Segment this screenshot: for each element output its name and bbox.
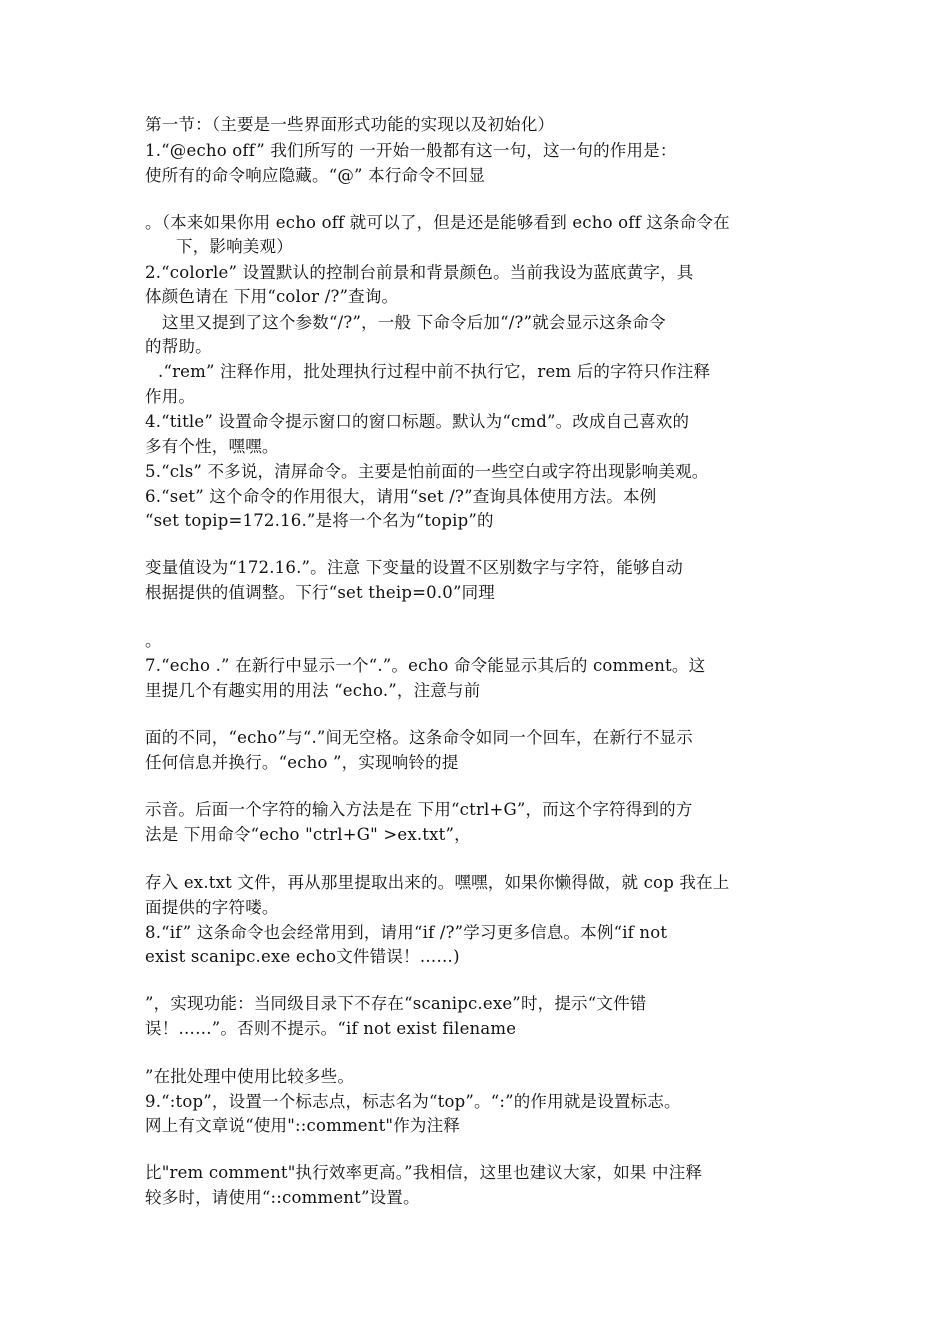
text-line: ”，实现功能：当同级目录下不存在“scanipc.exe”时，提示“文件错 [145, 994, 647, 1013]
text-line: 里提几个有趣实用的用法 “echo.”，注意与前 [145, 681, 481, 700]
text-line: 6.“set” 这个命令的作用很大，请用“set /?”查询具体使用方法。本例 [145, 487, 657, 506]
text-line: 。 [145, 631, 162, 650]
text-line: 1.“@echo off” 我们所写的 一开始一般都有这一句，这一句的作用是： [145, 141, 677, 160]
text-line: 使所有的命令响应隐藏。“@” 本行命令不回显 [145, 166, 486, 185]
text-line: 面提供的字符喽。 [145, 898, 279, 917]
text-line: 8.“if” 这条命令也会经常用到，请用“if /?”学习更多信息。本例“if not [145, 923, 668, 942]
text-line: 变量值设为“172.16.”。注意 下变量的设置不区别数字与字符，能够自动 [145, 558, 683, 577]
text-line: 2.“colorle” 设置默认的控制台前景和背景颜色。当前我设为蓝底黄字，具 [145, 263, 694, 282]
text-line: 根据提供的值调整。下行“set theip=0.0”同理 [145, 583, 496, 602]
text-line: .“rem” 注释作用，批处理执行过程中前不执行它，rem 后的字符只作注释 [158, 362, 711, 381]
text-line: 第一节：（主要是一些界面形式功能的实现以及初始化） [145, 115, 555, 134]
text-line: ”在批处理中使用比较多些。 [145, 1067, 355, 1086]
text-line: 下，影响美观） [176, 237, 293, 256]
text-line: 4.“title” 设置命令提示窗口的窗口标题。默认为“cmd”。改成自己喜欢的 [145, 412, 690, 431]
text-line: 存入 ex.txt 文件，再从那里提取出来的。嘿嘿，如果你懒得做，就 cop 我在上 [145, 873, 730, 892]
text-line: 网上有文章说“使用"::comment"作为注释 [145, 1116, 461, 1135]
text-line: 5.“cls” 不多说，清屏命令。主要是怕前面的一些空白或字符出现影响美观。 [145, 462, 709, 481]
text-line: 体颜色请在 下用“color /?”查询。 [145, 287, 399, 306]
text-line: 这里又提到了这个参数“/?”，一般 下命令后加“/?”就会显示这条命令 [162, 313, 666, 332]
text-line: 的帮助。 [145, 337, 212, 356]
text-line: 比"rem comment"执行效率更高。”我相信，这里也建议大家，如果 中注释 [145, 1163, 703, 1182]
text-line: 面的不同，“echo”与“.”间无空格。这条命令如同一个回车，在新行不显示 [145, 728, 693, 747]
text-line: 9.“:top”，设置一个标志点，标志名为“top”。“:”的作用就是设置标志。 [145, 1092, 681, 1111]
text-line: exist scanipc.exe echo文件错误！……) [145, 947, 460, 966]
text-line: 7.“echo .” 在新行中显示一个“.”。echo 命令能显示其后的 comment。这 [145, 656, 706, 675]
text-line: 作用。 [145, 387, 196, 406]
text-line: 较多时，请使用“::comment”设置。 [145, 1188, 420, 1207]
text-line: 示音。后面一个字符的输入方法是在 下用“ctrl+G”，而这个字符得到的方 [145, 800, 693, 819]
text-line: 。（本来如果你用 echo off 就可以了，但是还是能够看到 echo off 这条命令在 [145, 213, 730, 232]
text-line: 法是 下用命令“echo "ctrl+G" >ex.txt”， [145, 825, 471, 844]
text-line: “set topip=172.16.”是将一个名为“topip”的 [145, 511, 494, 530]
text-line: 多有个性，嘿嘿。 [145, 437, 279, 456]
text-line: 任何信息并换行。“echo ”，实现响铃的提 [145, 753, 459, 772]
text-line: 误！……”。否则不提示。“if not exist filename [145, 1019, 517, 1038]
